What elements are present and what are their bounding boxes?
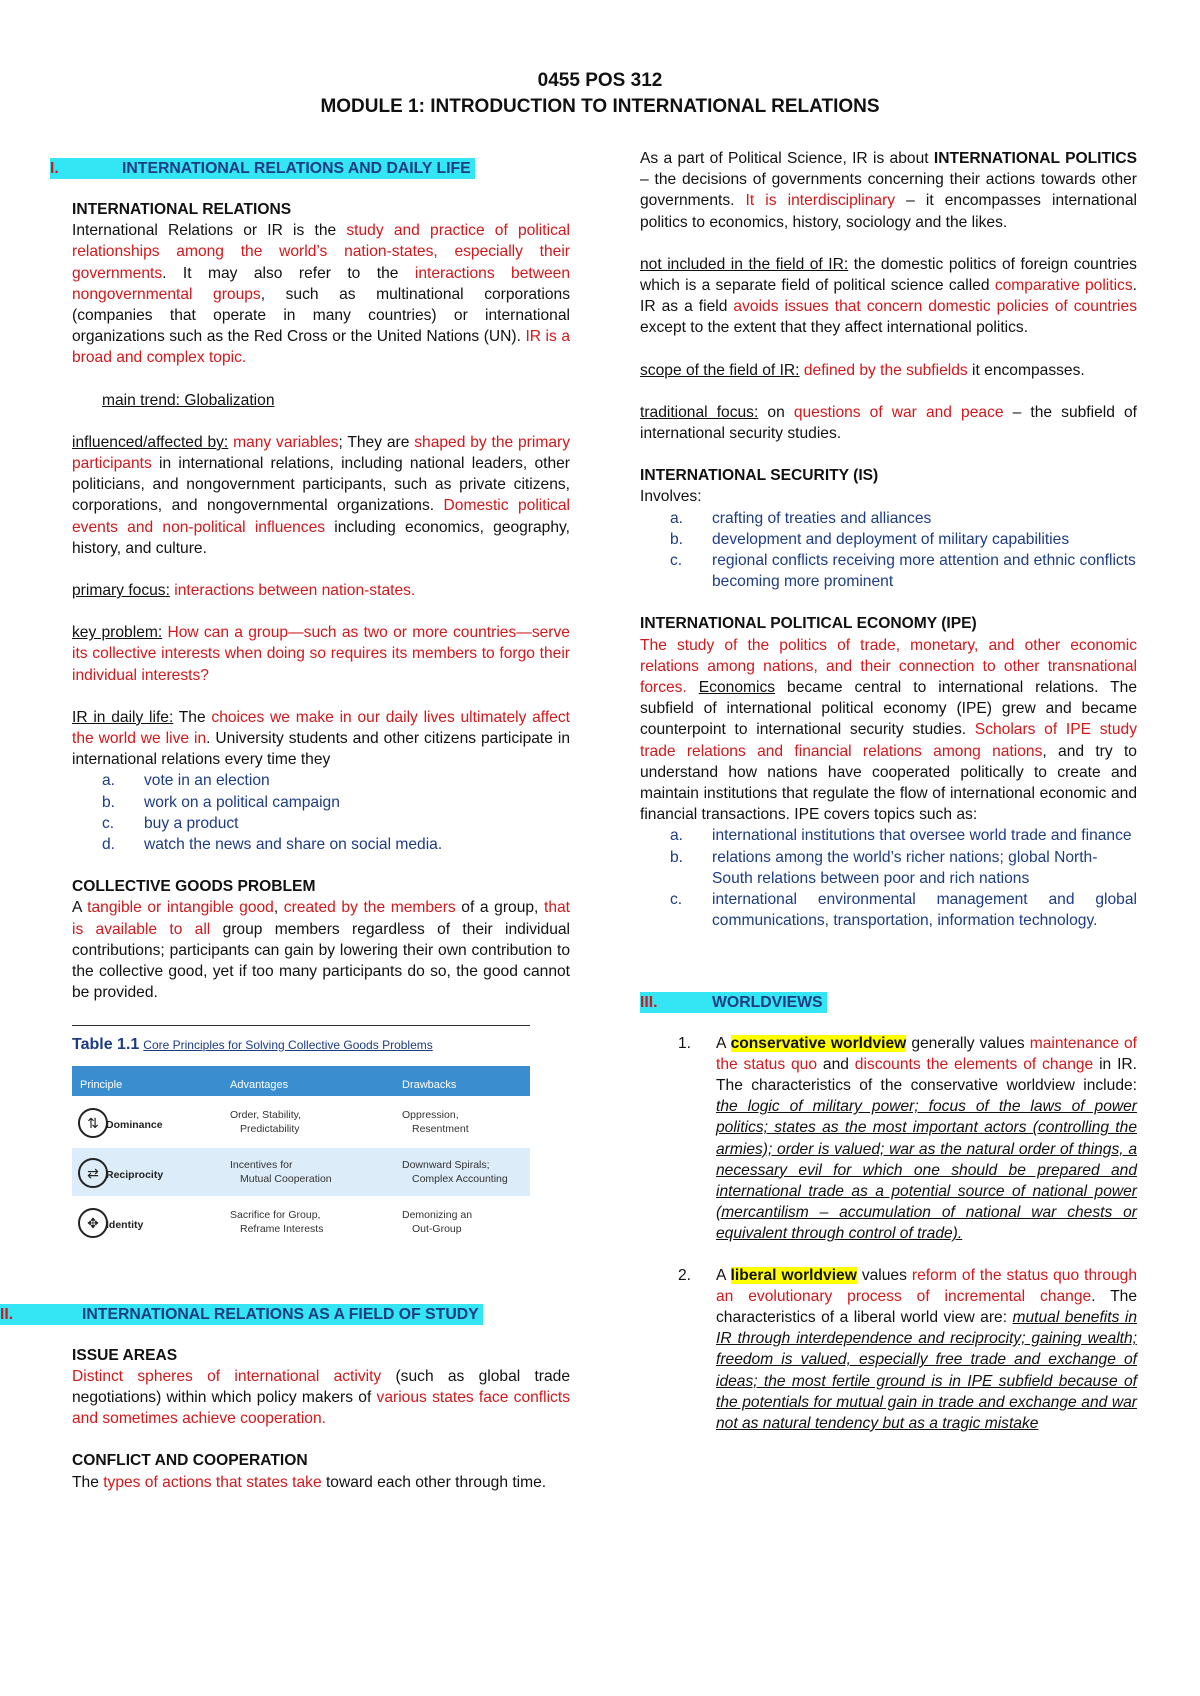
key-problem: key problem: How can a group—such as two or more countries—serve its collective interests when doing so requires its members to forgo their individual interests? — [72, 624, 570, 684]
reciprocity-icon: ⇄ — [78, 1158, 108, 1188]
left-column — [0, 148, 571, 1514]
scope-paragraph: scope of the field of IR: defined by the subfields it encompasses. — [640, 361, 1085, 379]
ipe-paragraph: The study of the politics of trade, monetary, and other economic relations among nations, and their connection to other transnational forces. Economics became central to international relations. The subfield of international political economy (IPE) grew and became counterpoint to international security studies. Scholars of IPE study trade relations and financial relations among nations, and try to understand how nations have cooperated politically to create and maintain institutions that regulate the flow of international economic and financial transactions. IPE covers topics such as: — [640, 636, 1137, 824]
issue-areas-heading: ISSUE AREAS — [72, 1346, 178, 1364]
main-trend: main trend: Globalization — [102, 391, 275, 409]
cgp-heading: COLLECTIVE GOODS PROBLEM — [72, 878, 316, 896]
conflict-cooperation-heading: CONFLICT AND COOPERATION — [72, 1452, 308, 1470]
table-row: ✥ Identity Sacrifice for Group, Reframe Interests Demonizing an Out-Group — [72, 1198, 530, 1246]
cgp-paragraph: A tangible or intangible good, created by the members of a group, that is available to all group members regardless of their individual contributions; participants can gain by lowering their own contribution to the collective good, yet if too many participants do so, the good cannot be provided. — [72, 899, 571, 1002]
list-item: c. buy a product — [102, 814, 239, 832]
influenced-paragraph: influenced/affected by: many variables; They are shaped by the primary participants in international relations, including national leaders, other politicians, and nongovernment participants, such as private citizens, corporations, and nongovernmental organizations. Domestic political events and non-political influences including economics, geography, history, and culture. — [72, 433, 570, 557]
table-header — [72, 1066, 530, 1096]
conservative-worldview: 1. A conservative worldview generally values maintenance of the status quo and discounts the elements of change in IR. The characteristics of the conservative worldview include: the logic of military power; focus of the laws of power politics; states as the most important actors (controlling the armies); order is valued; war as the natural order of things, a necessary evil for which one should be prepared and international trade as a potential source of national power (mercantilism – accumulation of national war chests or equivalent through control of trade). — [678, 1034, 1138, 1243]
ir-politics-paragraph: As a part of Political Science, IR is about INTERNATIONAL POLITICS – the decisions of governments concerning their actions towards other governments. It is interdisciplinary – it encompasses international politics to economics, history, sociology and the likes. — [640, 150, 1137, 231]
issue-areas-paragraph: Distinct spheres of international activity (such as global trade negotiations) within which policy makers of various states face conflicts and sometimes achieve cooperation. — [72, 1367, 570, 1428]
section-heading-3: III. WORLDVIEWS — [640, 992, 827, 1013]
list-item: a. crafting of treaties and alliances — [670, 509, 932, 527]
header-advantages: Advantages — [230, 1078, 289, 1091]
conflict-cooperation-paragraph: The types of actions that states take toward each other through time. — [72, 1473, 547, 1491]
primary-focus: primary focus: interactions between nation-states. — [72, 582, 416, 600]
course-code: 0455 POS 312 — [537, 70, 663, 91]
table-row: ⇄ Reciprocity Incentives for Mutual Cooperation Downward Spirals; Complex Accounting — [72, 1148, 530, 1196]
list-item: c. regional conflicts receiving more attention and ethnic conflicts becoming more prominent — [670, 552, 1136, 591]
daily-life-paragraph: IR in daily life: The choices we make in our daily lives ultimately affect the world we live in. University students and other citizens participate in international relations every time they — [72, 708, 570, 769]
ipe-heading: INTERNATIONAL POLITICAL ECONOMY (IPE) — [640, 615, 977, 633]
ipe-list — [640, 825, 1137, 931]
right-column — [640, 148, 1137, 1454]
table-row: ⇅ Dominance Order, Stability, Predictability Oppression, Resentment — [72, 1098, 530, 1146]
is-heading: INTERNATIONAL SECURITY (IS) — [640, 467, 879, 485]
list-item: b. work on a political campaign — [102, 793, 340, 811]
is-involves: Involves: — [640, 488, 702, 506]
list-item: d. watch the news and share on social media. — [102, 836, 443, 854]
identity-icon: ✥ — [78, 1208, 108, 1238]
table-caption: Table 1.1 Core Principles for Solving Collective Goods Problems — [72, 1035, 433, 1053]
section-heading-2: II. INTERNATIONAL RELATIONS AS A FIELD OF STUDY — [0, 1304, 483, 1325]
section-heading-1: I. INTERNATIONAL RELATIONS AND DAILY LIFE — [50, 158, 475, 179]
traditional-focus-paragraph: traditional focus: on questions of war and peace – the subfield of international security studies. — [640, 403, 1137, 443]
header-principle: Principle — [80, 1078, 123, 1091]
header-drawbacks: Drawbacks — [402, 1078, 457, 1091]
ir-heading: INTERNATIONAL RELATIONS — [72, 201, 292, 218]
list-item: b. development and deployment of military capabilities — [670, 530, 1070, 548]
dominance-icon: ⇅ — [78, 1108, 108, 1138]
ir-paragraph: International Relations or IR is the study and practice of political relationships among the world’s nation-states, especially their governments. It may also refer to the interactions between nongovernmental groups, such as multinational corporations (companies that operate in many countries) or international organizations such as the Red Cross or the United Nations (UN). IR is a broad and complex topic. — [72, 222, 571, 367]
collective-goods-table — [72, 1025, 530, 1236]
module-title: MODULE 1: INTRODUCTION TO INTERNATIONAL RELATIONS — [320, 96, 880, 117]
list-item: a. vote in an election — [102, 772, 270, 790]
not-included-paragraph: not included in the field of IR: the domestic politics of foreign countries which is a separate field of political science called comparative politics. IR as a field avoids issues that concern domestic policies of countries except to the extent that they affect international politics. — [640, 255, 1137, 337]
daily-life-list — [72, 770, 570, 855]
list-item: b. relations among the world’s richer nations; global North-South relations between poor and rich nations — [670, 848, 1098, 887]
is-list — [640, 508, 1137, 593]
list-item: a. international institutions that oversee world trade and finance — [670, 827, 1132, 845]
list-item: c. international environmental management and global communications, transportation, information technology. — [670, 891, 1137, 930]
liberal-worldview: 2. A liberal worldview values reform of the status quo through an evolutionary process of incremental change. The characteristics of a liberal world view are: mutual benefits in IR through interdependence and reciprocity; gaining wealth; freedom is valued, especially free trade and exchange of ideas; the most fertile ground is in IPE subfield because of the potentials for mutual gain in trade and exchange and war not as natural tendency but as a tragic mistake — [678, 1266, 1138, 1432]
